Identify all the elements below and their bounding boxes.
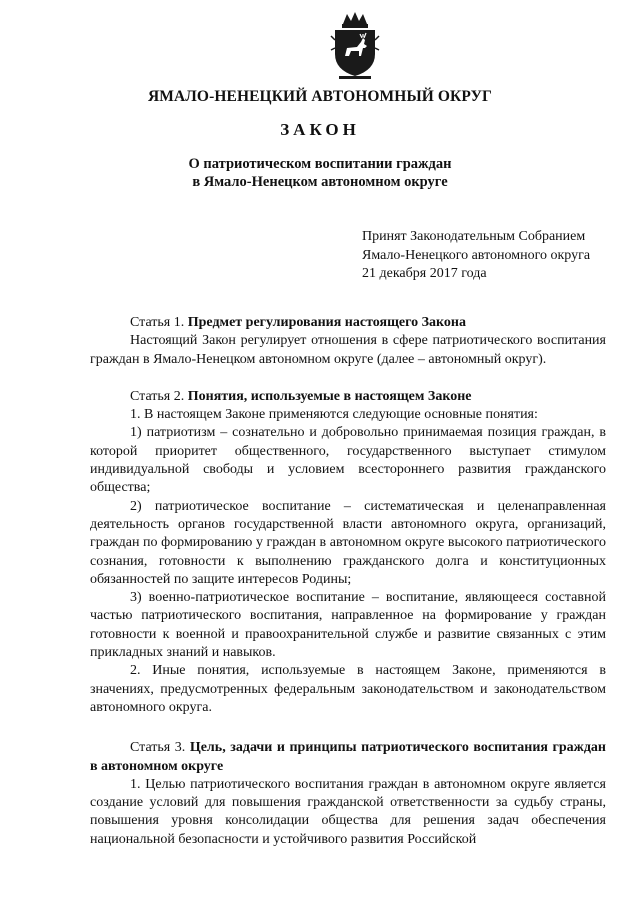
article-3-title: Цель, задачи и принципы патриотического воспитания граждан в автономном округе <box>90 740 606 774</box>
article-2-item-2: 2) патриотическое воспитание – систематическая и целенаправленная деятельность органов государственной власти автономного округа, организаций, граждан по формированию у граждан в автономном округе высокого патриотического сознания, готовности к выполнению гражданского долга и конституционных обязанностей по защите интересов Родины; <box>90 498 606 587</box>
coat-of-arms-icon <box>327 10 383 82</box>
article-3-paragraph-1: 1. Целью патриотического воспитания граждан в автономном округе является создание условий для повышения гражданской ответственности за судьбу страны, повышения уровня консолидации общества для решения задач обеспечения национальной безопасности и устойчивого развития Российской <box>90 776 606 847</box>
article-1-title: Предмет регулирования настоящего Закона <box>187 315 466 330</box>
article-3-heading <box>90 739 606 776</box>
law-title <box>0 155 640 191</box>
law-body <box>90 314 606 849</box>
article-1-text: Настоящий Закон регулирует отношения в сфере патриотического воспитания граждан в Ямало-Ненецком автономном округе (далее – автономный округ). <box>90 333 606 367</box>
article-1-number: Статья 1. <box>130 315 188 330</box>
article-2-paragraph-1: 1. В настоящем Законе применяются следующие основные понятия: <box>130 407 538 423</box>
law-title-line-2: в Ямало-Ненецком автономном округе <box>192 174 448 190</box>
article-2-heading <box>90 388 606 406</box>
adoption-note <box>362 228 590 284</box>
article-3-number: Статья 3. <box>130 740 190 756</box>
article-2-item-3: 3) военно-патриотическое воспитание – воспитание, являющееся составной частью патриотического воспитания, направленное на формирование у граждан готовности к военной и правоохранительной службе и развитие связанных с этим прикладных знаний и навыков. <box>90 590 606 661</box>
article-1-heading <box>90 314 606 332</box>
article-2-paragraph-2: 2. Иные понятия, используемые в настоящем Законе, применяются в значениях, предусмотренных федеральным законодательством и законодательством автономного округа. <box>90 663 606 715</box>
article-2-title: Понятия, используемые в настоящем Законе <box>187 388 472 404</box>
adoption-line-2: Ямало-Ненецкого автономного округа <box>362 247 591 263</box>
adoption-line-1: Принят Законодательным Собранием <box>362 229 586 244</box>
document-type: ЗАКОН <box>280 120 360 139</box>
law-title-line-1: О патриотическом воспитании граждан <box>188 156 452 172</box>
adoption-date: 21 декабря 2017 года <box>362 266 487 281</box>
article-2-number: Статья 2. <box>130 388 188 404</box>
region-name: ЯМАЛО-НЕНЕЦКИЙ АВТОНОМНЫЙ ОКРУГ <box>147 88 493 105</box>
article-2-item-1: 1) патриотизм – сознательно и добровольно принимаемая позиция граждан, в которой приоритет общественного, государственного выступает стимулом индивидуальной свободы и условием всестороннего развития гражданского общества; <box>90 425 606 496</box>
